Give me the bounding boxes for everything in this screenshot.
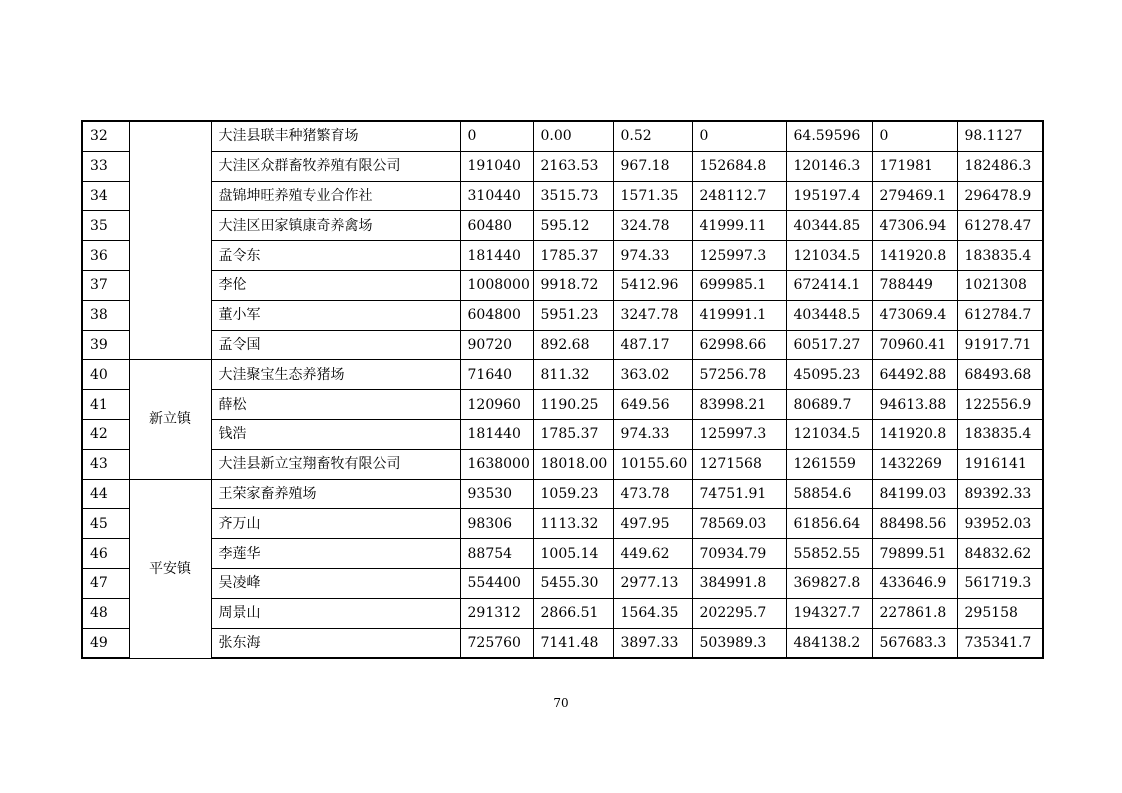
value-cell: 484138.2 bbox=[786, 628, 872, 658]
table-row bbox=[82, 390, 1043, 420]
value-cell: 93530 bbox=[460, 479, 533, 509]
table-row bbox=[82, 539, 1043, 569]
value-cell: 735341.7 bbox=[957, 628, 1043, 658]
value-cell: 47306.94 bbox=[872, 211, 957, 241]
farm-name: 孟令国 bbox=[211, 330, 460, 360]
value-cell: 70934.79 bbox=[692, 539, 786, 569]
value-cell: 64.59596 bbox=[786, 121, 872, 151]
value-cell: 90720 bbox=[460, 330, 533, 360]
table-row bbox=[82, 449, 1043, 479]
value-cell: 83998.21 bbox=[692, 390, 786, 420]
table-row bbox=[82, 568, 1043, 598]
farm-name: 薛松 bbox=[211, 390, 460, 420]
value-cell: 369827.8 bbox=[786, 568, 872, 598]
value-cell: 5455.30 bbox=[533, 568, 613, 598]
farm-name: 大洼区田家镇康奇养禽场 bbox=[211, 211, 460, 241]
value-cell: 1008000 bbox=[460, 270, 533, 300]
row-number: 47 bbox=[82, 568, 129, 598]
value-cell: 248112.7 bbox=[692, 181, 786, 211]
table-row bbox=[82, 479, 1043, 509]
value-cell: 1564.35 bbox=[613, 598, 692, 628]
town-cell: 新立镇 bbox=[129, 360, 211, 479]
value-cell: 88498.56 bbox=[872, 509, 957, 539]
value-cell: 57256.78 bbox=[692, 360, 786, 390]
value-cell: 152684.8 bbox=[692, 151, 786, 181]
farm-name: 盘锦坤旺养殖专业合作社 bbox=[211, 181, 460, 211]
value-cell: 60480 bbox=[460, 211, 533, 241]
value-cell: 974.33 bbox=[613, 419, 692, 449]
table-row bbox=[82, 360, 1043, 390]
value-cell: 74751.91 bbox=[692, 479, 786, 509]
row-number: 35 bbox=[82, 211, 129, 241]
value-cell: 71640 bbox=[460, 360, 533, 390]
value-cell: 121034.5 bbox=[786, 419, 872, 449]
farm-name: 李伦 bbox=[211, 270, 460, 300]
table-row bbox=[82, 270, 1043, 300]
value-cell: 98.1127 bbox=[957, 121, 1043, 151]
value-cell: 58854.6 bbox=[786, 479, 872, 509]
value-cell: 649.56 bbox=[613, 390, 692, 420]
value-cell: 1571.35 bbox=[613, 181, 692, 211]
row-number: 32 bbox=[82, 121, 129, 151]
value-cell: 3247.78 bbox=[613, 300, 692, 330]
value-cell: 2163.53 bbox=[533, 151, 613, 181]
farm-name: 大洼聚宝生态养猪场 bbox=[211, 360, 460, 390]
value-cell: 0 bbox=[692, 121, 786, 151]
value-cell: 94613.88 bbox=[872, 390, 957, 420]
value-cell: 141920.8 bbox=[872, 419, 957, 449]
value-cell: 473.78 bbox=[613, 479, 692, 509]
value-cell: 1638000 bbox=[460, 449, 533, 479]
table-row bbox=[82, 628, 1043, 658]
value-cell: 0.00 bbox=[533, 121, 613, 151]
table-row bbox=[82, 419, 1043, 449]
value-cell: 291312 bbox=[460, 598, 533, 628]
value-cell: 561719.3 bbox=[957, 568, 1043, 598]
value-cell: 122556.9 bbox=[957, 390, 1043, 420]
value-cell: 60517.27 bbox=[786, 330, 872, 360]
row-number: 34 bbox=[82, 181, 129, 211]
value-cell: 120960 bbox=[460, 390, 533, 420]
value-cell: 363.02 bbox=[613, 360, 692, 390]
table-row bbox=[82, 330, 1043, 360]
page-number: 70 bbox=[553, 696, 569, 710]
value-cell: 0 bbox=[460, 121, 533, 151]
farm-name: 齐万山 bbox=[211, 509, 460, 539]
value-cell: 182486.3 bbox=[957, 151, 1043, 181]
value-cell: 1005.14 bbox=[533, 539, 613, 569]
row-number: 36 bbox=[82, 241, 129, 271]
farm-name: 大洼县联丰种猪繁育场 bbox=[211, 121, 460, 151]
row-number: 38 bbox=[82, 300, 129, 330]
value-cell: 433646.9 bbox=[872, 568, 957, 598]
value-cell: 93952.03 bbox=[957, 509, 1043, 539]
value-cell: 5412.96 bbox=[613, 270, 692, 300]
town-cell bbox=[129, 121, 211, 360]
row-number: 45 bbox=[82, 509, 129, 539]
farm-name: 周景山 bbox=[211, 598, 460, 628]
value-cell: 1432269 bbox=[872, 449, 957, 479]
table-row bbox=[82, 509, 1043, 539]
value-cell: 40344.85 bbox=[786, 211, 872, 241]
value-cell: 725760 bbox=[460, 628, 533, 658]
row-number: 41 bbox=[82, 390, 129, 420]
value-cell: 1261559 bbox=[786, 449, 872, 479]
value-cell: 497.95 bbox=[613, 509, 692, 539]
value-cell: 141920.8 bbox=[872, 241, 957, 271]
value-cell: 61278.47 bbox=[957, 211, 1043, 241]
farm-name: 张东海 bbox=[211, 628, 460, 658]
value-cell: 503989.3 bbox=[692, 628, 786, 658]
value-cell: 974.33 bbox=[613, 241, 692, 271]
value-cell: 79899.51 bbox=[872, 539, 957, 569]
row-number: 39 bbox=[82, 330, 129, 360]
value-cell: 419991.1 bbox=[692, 300, 786, 330]
value-cell: 2977.13 bbox=[613, 568, 692, 598]
value-cell: 3515.73 bbox=[533, 181, 613, 211]
value-cell: 194327.7 bbox=[786, 598, 872, 628]
value-cell: 88754 bbox=[460, 539, 533, 569]
value-cell: 125997.3 bbox=[692, 241, 786, 271]
value-cell: 892.68 bbox=[533, 330, 613, 360]
value-cell: 9918.72 bbox=[533, 270, 613, 300]
town-cell: 平安镇 bbox=[129, 479, 211, 658]
value-cell: 55852.55 bbox=[786, 539, 872, 569]
value-cell: 604800 bbox=[460, 300, 533, 330]
row-number: 43 bbox=[82, 449, 129, 479]
row-number: 42 bbox=[82, 419, 129, 449]
value-cell: 1059.23 bbox=[533, 479, 613, 509]
row-number: 40 bbox=[82, 360, 129, 390]
table-row bbox=[82, 241, 1043, 271]
value-cell: 403448.5 bbox=[786, 300, 872, 330]
value-cell: 68493.68 bbox=[957, 360, 1043, 390]
value-cell: 0.52 bbox=[613, 121, 692, 151]
value-cell: 202295.7 bbox=[692, 598, 786, 628]
row-number: 44 bbox=[82, 479, 129, 509]
value-cell: 279469.1 bbox=[872, 181, 957, 211]
value-cell: 310440 bbox=[460, 181, 533, 211]
value-cell: 384991.8 bbox=[692, 568, 786, 598]
value-cell: 699985.1 bbox=[692, 270, 786, 300]
value-cell: 80689.7 bbox=[786, 390, 872, 420]
value-cell: 296478.9 bbox=[957, 181, 1043, 211]
value-cell: 449.62 bbox=[613, 539, 692, 569]
value-cell: 5951.23 bbox=[533, 300, 613, 330]
value-cell: 672414.1 bbox=[786, 270, 872, 300]
value-cell: 1021308 bbox=[957, 270, 1043, 300]
value-cell: 98306 bbox=[460, 509, 533, 539]
value-cell: 2866.51 bbox=[533, 598, 613, 628]
farm-name: 孟令东 bbox=[211, 241, 460, 271]
value-cell: 181440 bbox=[460, 419, 533, 449]
table-row bbox=[82, 211, 1043, 241]
value-cell: 41999.11 bbox=[692, 211, 786, 241]
value-cell: 1785.37 bbox=[533, 419, 613, 449]
value-cell: 183835.4 bbox=[957, 241, 1043, 271]
row-number: 33 bbox=[82, 151, 129, 181]
farm-name: 大洼县新立宝翔畜牧有限公司 bbox=[211, 449, 460, 479]
value-cell: 183835.4 bbox=[957, 419, 1043, 449]
value-cell: 62998.66 bbox=[692, 330, 786, 360]
value-cell: 1916141 bbox=[957, 449, 1043, 479]
value-cell: 10155.60 bbox=[613, 449, 692, 479]
value-cell: 84199.03 bbox=[872, 479, 957, 509]
value-cell: 567683.3 bbox=[872, 628, 957, 658]
value-cell: 473069.4 bbox=[872, 300, 957, 330]
data-table bbox=[81, 120, 1044, 659]
value-cell: 7141.48 bbox=[533, 628, 613, 658]
value-cell: 84832.62 bbox=[957, 539, 1043, 569]
value-cell: 120146.3 bbox=[786, 151, 872, 181]
value-cell: 61856.64 bbox=[786, 509, 872, 539]
value-cell: 612784.7 bbox=[957, 300, 1043, 330]
farm-name: 董小军 bbox=[211, 300, 460, 330]
value-cell: 811.32 bbox=[533, 360, 613, 390]
farm-name: 王荣家畜养殖场 bbox=[211, 479, 460, 509]
value-cell: 788449 bbox=[872, 270, 957, 300]
value-cell: 554400 bbox=[460, 568, 533, 598]
value-cell: 1271568 bbox=[692, 449, 786, 479]
table-row bbox=[82, 598, 1043, 628]
row-number: 37 bbox=[82, 270, 129, 300]
value-cell: 595.12 bbox=[533, 211, 613, 241]
value-cell: 3897.33 bbox=[613, 628, 692, 658]
value-cell: 91917.71 bbox=[957, 330, 1043, 360]
value-cell: 64492.88 bbox=[872, 360, 957, 390]
value-cell: 171981 bbox=[872, 151, 957, 181]
table-row bbox=[82, 181, 1043, 211]
value-cell: 45095.23 bbox=[786, 360, 872, 390]
farm-name: 吴凌峰 bbox=[211, 568, 460, 598]
table-row bbox=[82, 151, 1043, 181]
value-cell: 967.18 bbox=[613, 151, 692, 181]
value-cell: 89392.33 bbox=[957, 479, 1043, 509]
value-cell: 18018.00 bbox=[533, 449, 613, 479]
value-cell: 1785.37 bbox=[533, 241, 613, 271]
value-cell: 487.17 bbox=[613, 330, 692, 360]
value-cell: 195197.4 bbox=[786, 181, 872, 211]
value-cell: 324.78 bbox=[613, 211, 692, 241]
value-cell: 181440 bbox=[460, 241, 533, 271]
row-number: 49 bbox=[82, 628, 129, 658]
value-cell: 78569.03 bbox=[692, 509, 786, 539]
value-cell: 121034.5 bbox=[786, 241, 872, 271]
value-cell: 295158 bbox=[957, 598, 1043, 628]
value-cell: 70960.41 bbox=[872, 330, 957, 360]
farm-name: 李莲华 bbox=[211, 539, 460, 569]
value-cell: 0 bbox=[872, 121, 957, 151]
farm-name: 大洼区众群畜牧养殖有限公司 bbox=[211, 151, 460, 181]
value-cell: 1190.25 bbox=[533, 390, 613, 420]
row-number: 48 bbox=[82, 598, 129, 628]
table-row bbox=[82, 121, 1043, 151]
value-cell: 191040 bbox=[460, 151, 533, 181]
value-cell: 1113.32 bbox=[533, 509, 613, 539]
table-row bbox=[82, 300, 1043, 330]
row-number: 46 bbox=[82, 539, 129, 569]
farm-name: 钱浩 bbox=[211, 419, 460, 449]
value-cell: 227861.8 bbox=[872, 598, 957, 628]
value-cell: 125997.3 bbox=[692, 419, 786, 449]
